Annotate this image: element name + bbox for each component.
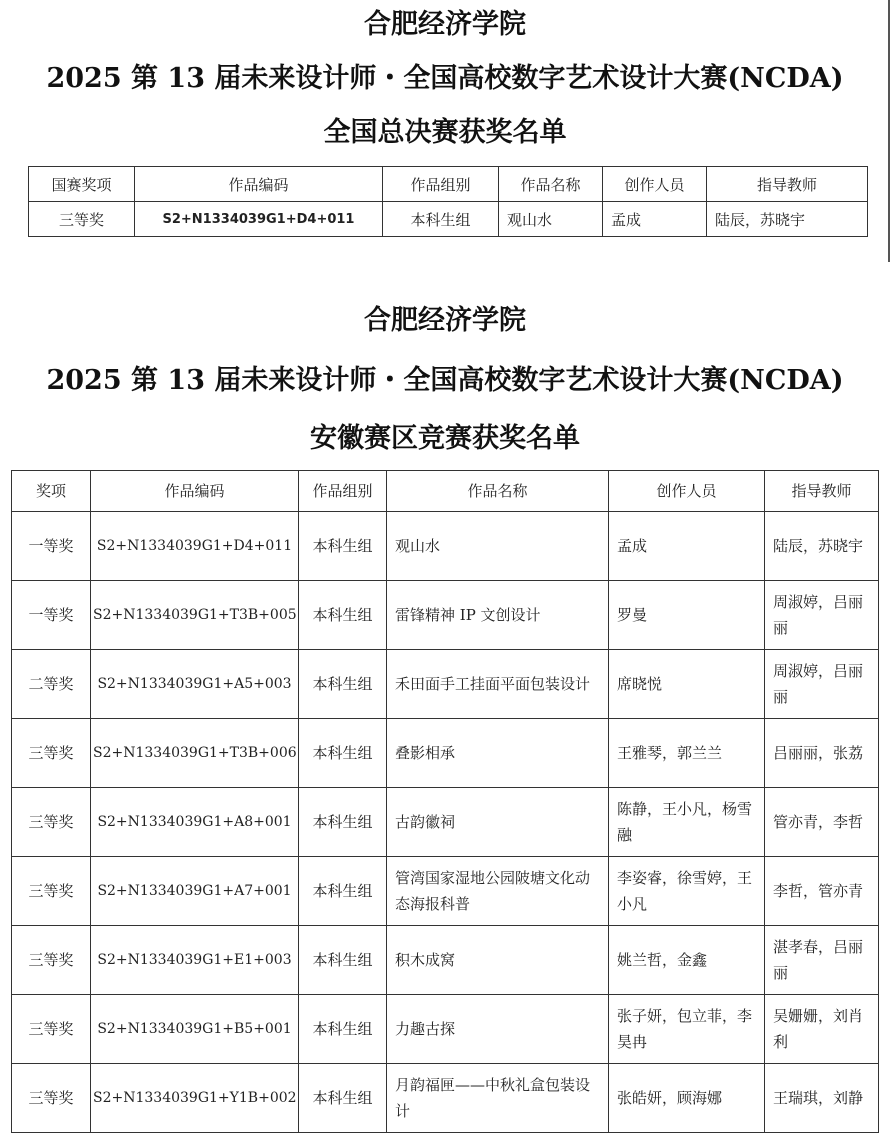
title-cell: 管湾国家湿地公园陂塘文化动态海报科普	[387, 857, 609, 926]
header-cell: 奖项	[12, 471, 91, 512]
creators-cell: 陈静，王小凡，杨雪融	[609, 788, 765, 857]
group-cell: 本科生组	[299, 581, 387, 650]
award-cell: 三等奖	[12, 926, 91, 995]
group-cell: 本科生组	[299, 650, 387, 719]
list-title-2: 安徽赛区竞赛获奖名单	[310, 423, 580, 454]
header-cell: 作品名称	[387, 471, 609, 512]
advisors-cell: 王瑞琪，刘静	[765, 1064, 879, 1133]
table-row	[12, 857, 879, 926]
header-cell: 指导教师	[707, 167, 868, 202]
table-row	[12, 926, 879, 995]
group-cell: 本科生组	[299, 512, 387, 581]
code-cell: S2+N1334039G1+D4+011	[91, 512, 299, 581]
group-cell: 本科生组	[299, 995, 387, 1064]
advisors-cell: 李哲，管亦青	[765, 857, 879, 926]
code-cell: S2+N1334039G1+B5+001	[91, 995, 299, 1064]
creators-cell: 孟成	[603, 202, 707, 237]
header-cell: 作品组别	[383, 167, 499, 202]
advisors-cell: 吕丽丽，张荔	[765, 719, 879, 788]
advisors-cell: 陆辰，苏晓宇	[765, 512, 879, 581]
group-cell: 本科生组	[299, 857, 387, 926]
title-cell: 月韵福匣——中秋礼盒包装设计	[387, 1064, 609, 1133]
school-name: 合肥经济学院	[364, 9, 526, 40]
anhui-awards-table	[11, 470, 879, 1133]
group-cell: 本科生组	[383, 202, 499, 237]
creators-cell: 王雅琴，郭兰兰	[609, 719, 765, 788]
competition-title: 2025 第 13 届未来设计师・全国高校数字艺术设计大赛(NCDA)	[46, 63, 844, 94]
creators-cell: 张子妍，包立菲，李昊冉	[609, 995, 765, 1064]
group-cell: 本科生组	[299, 719, 387, 788]
award-cell: 三等奖	[12, 1064, 91, 1133]
award-cell: 三等奖	[12, 995, 91, 1064]
table-row	[12, 719, 879, 788]
title-cell: 观山水	[387, 512, 609, 581]
list-title: 全国总决赛获奖名单	[323, 117, 567, 148]
award-cell: 二等奖	[12, 650, 91, 719]
national-awards-table	[28, 166, 868, 237]
national-finals-section	[0, 0, 890, 262]
title-cell: 积木成窝	[387, 926, 609, 995]
code-cell: S2+N1334039G1+A7+001	[91, 857, 299, 926]
code-cell: S2+N1334039G1+A5+003	[91, 650, 299, 719]
table-row	[12, 788, 879, 857]
award-cell: 三等奖	[12, 788, 91, 857]
advisors-cell: 管亦青，李哲	[765, 788, 879, 857]
title-cell: 古韵徽祠	[387, 788, 609, 857]
header-cell: 创作人员	[609, 471, 765, 512]
table-row	[12, 995, 879, 1064]
header-cell: 作品编码	[135, 167, 383, 202]
code-cell: S2+N1334039G1+T3B+006	[91, 719, 299, 788]
advisors-cell: 吴姗姗，刘肖利	[765, 995, 879, 1064]
code-cell: S2+N1334039G1+T3B+005	[91, 581, 299, 650]
header-cell: 指导教师	[765, 471, 879, 512]
header-cell: 创作人员	[603, 167, 707, 202]
group-cell: 本科生组	[299, 926, 387, 995]
award-cell: 三等奖	[12, 857, 91, 926]
title-cell: 禾田面手工挂面平面包装设计	[387, 650, 609, 719]
award-cell: 三等奖	[12, 719, 91, 788]
code-cell: S2+N1334039G1+A8+001	[91, 788, 299, 857]
award-cell: 一等奖	[12, 512, 91, 581]
advisors-cell: 湛孝春，吕丽丽	[765, 926, 879, 995]
advisors-cell: 周淑婷，吕丽丽	[765, 650, 879, 719]
award-cell: 一等奖	[12, 581, 91, 650]
table-row	[12, 512, 879, 581]
table-header-row	[29, 167, 868, 202]
creators-cell: 姚兰哲，金鑫	[609, 926, 765, 995]
header-cell: 作品组别	[299, 471, 387, 512]
table-header-row	[12, 471, 879, 512]
creators-cell: 李姿睿，徐雪婷，王小凡	[609, 857, 765, 926]
header-cell: 作品名称	[499, 167, 603, 202]
code-cell: S2+N1334039G1+E1+003	[91, 926, 299, 995]
table-row	[12, 1064, 879, 1133]
table-row	[12, 650, 879, 719]
creators-cell: 孟成	[609, 512, 765, 581]
header-cell: 作品编码	[91, 471, 299, 512]
school-name-2: 合肥经济学院	[364, 305, 526, 336]
advisors-cell: 陆辰，苏晓宇	[707, 202, 868, 237]
creators-cell: 席晓悦	[609, 650, 765, 719]
creators-cell: 罗曼	[609, 581, 765, 650]
title-cell: 力趣古探	[387, 995, 609, 1064]
code-cell: S2+N1334039G1+D4+011	[135, 202, 383, 237]
competition-title-2: 2025 第 13 届未来设计师・全国高校数字艺术设计大赛(NCDA)	[46, 365, 844, 396]
table-row	[29, 202, 868, 237]
code-cell: S2+N1334039G1+Y1B+002	[91, 1064, 299, 1133]
group-cell: 本科生组	[299, 1064, 387, 1133]
table-row	[12, 581, 879, 650]
advisors-cell: 周淑婷，吕丽丽	[765, 581, 879, 650]
award-cell: 三等奖	[29, 202, 135, 237]
title-cell: 观山水	[499, 202, 603, 237]
title-cell: 雷锋精神 IP 文创设计	[387, 581, 609, 650]
group-cell: 本科生组	[299, 788, 387, 857]
creators-cell: 张皓妍，顾海娜	[609, 1064, 765, 1133]
header-cell: 国赛奖项	[29, 167, 135, 202]
title-cell: 叠影相承	[387, 719, 609, 788]
